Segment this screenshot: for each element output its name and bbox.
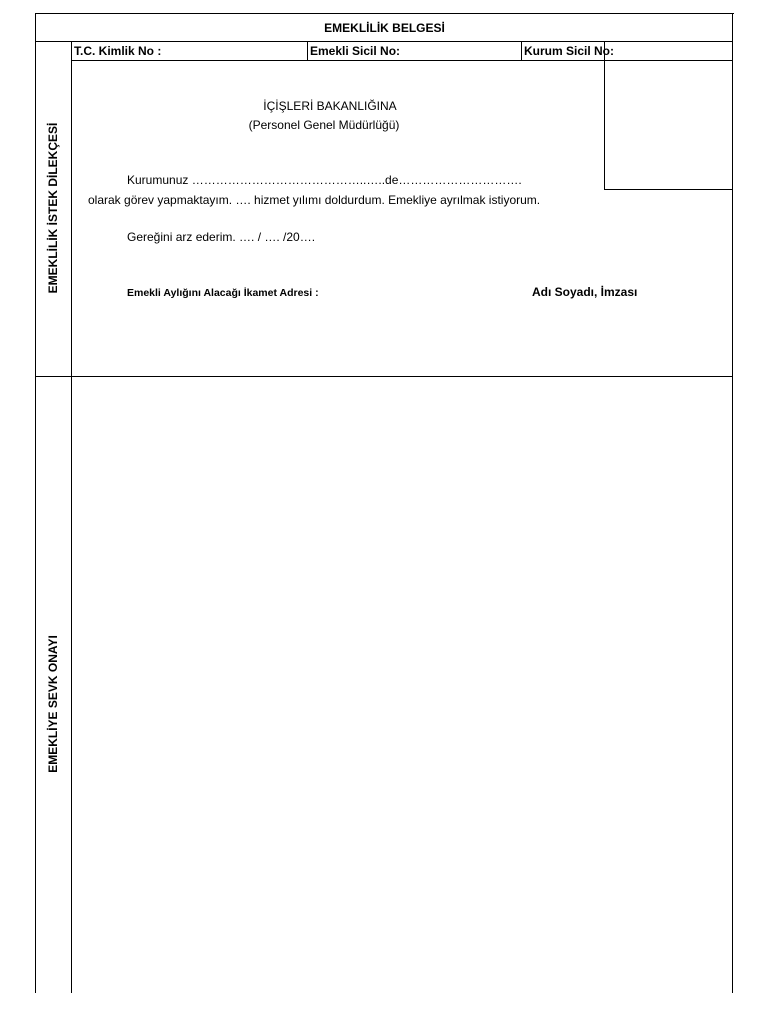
side-label-emeklilik-istek: EMEKLİLİK İSTEK DİLEKÇESİ <box>46 122 60 294</box>
body-line-arz: Gereğini arz ederim. …. / …. /20…. <box>127 230 316 244</box>
photo-box <box>605 61 732 189</box>
signature-label: Adı Soyadı, İmzası <box>532 285 638 299</box>
sevk-onayi-area <box>72 377 732 993</box>
tc-kimlik-label: T.C. Kimlik No : <box>74 43 162 58</box>
field-divider-2 <box>521 41 522 61</box>
body-line-gorev: olarak görev yapmaktayım. …. hizmet yılımı doldurdum. Emekliye ayrılmak istiyorum. <box>88 193 541 207</box>
address-label: Emekli Aylığını Alacağı İkamet Adresi : <box>127 287 319 299</box>
field-divider-1 <box>307 41 308 61</box>
emekli-sicil-label: Emekli Sicil No: <box>310 43 401 58</box>
body-line-kurumunuz: Kurumunuz ……………………………………..…..de…………………………. <box>127 173 522 187</box>
side-label-sevk-onayi: EMEKLİYE SEVK ONAYI <box>46 635 60 773</box>
photo-box-bottom-line <box>604 189 733 190</box>
frame-right-line <box>732 13 733 993</box>
frame-left-line <box>35 13 36 993</box>
addressee-subheading: (Personel Genel Müdürlüğü) <box>248 118 400 132</box>
document-title: EMEKLİLİK BELGESİ <box>324 20 445 35</box>
addressee-heading: İÇİŞLERİ BAKANLIĞINA <box>263 99 397 113</box>
kurum-sicil-label: Kurum Sicil No: <box>524 43 615 58</box>
